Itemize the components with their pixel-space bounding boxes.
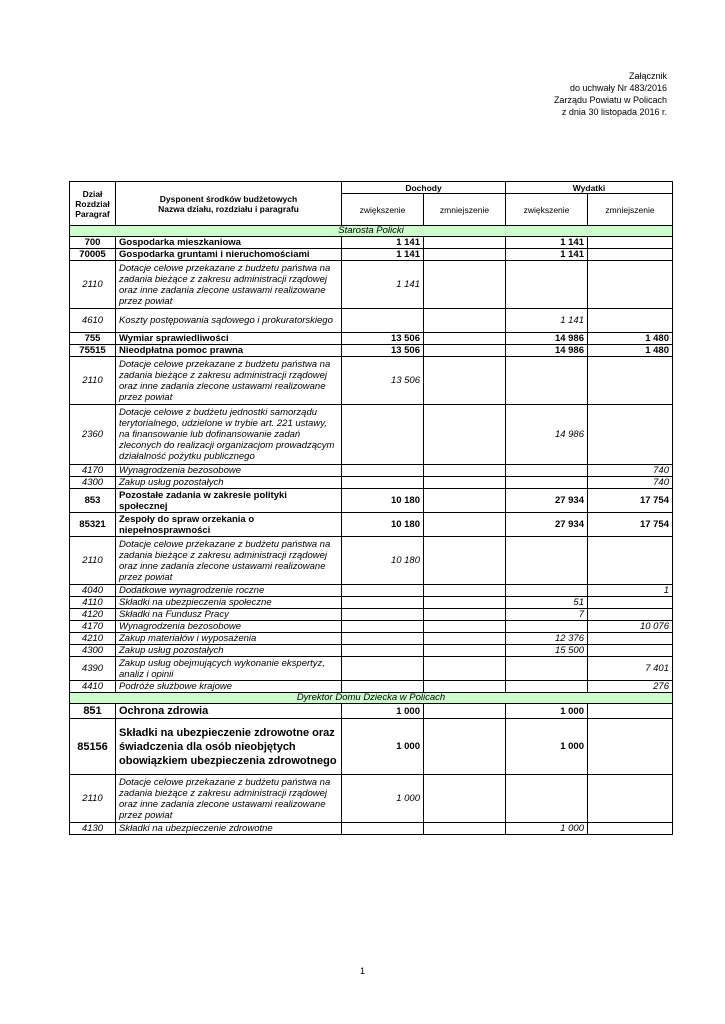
row-dochody-decrease — [424, 357, 506, 405]
section-row — [70, 693, 673, 704]
row-name: Dodatkowe wynagrodzenie roczne — [116, 585, 342, 597]
row-wydatki-increase: 51 — [506, 597, 588, 609]
row-wydatki-decrease: 10 076 — [588, 621, 673, 633]
row-name: Dotacje celowe przekazane z budżetu państwa na zadania bieżące z zakresu administracji rządowej oraz inne zadania zlecone ustawami realizowane przez powiat — [116, 261, 342, 309]
table-row — [70, 657, 673, 681]
row-wydatki-decrease: 740 — [588, 465, 673, 477]
row-code: 2110 — [70, 775, 116, 823]
row-dochody-decrease — [424, 333, 506, 345]
row-dochody-increase — [342, 681, 424, 693]
row-name: Wynagrodzenia bezosobowe — [116, 621, 342, 633]
row-code: 4130 — [70, 823, 116, 835]
annex-line: z dnia 30 listopada 2016 r. — [561, 107, 667, 117]
row-wydatki-decrease: 276 — [588, 681, 673, 693]
header-name — [116, 182, 342, 226]
row-wydatki-decrease — [588, 633, 673, 645]
row-code: 4170 — [70, 465, 116, 477]
row-dochody-decrease — [424, 657, 506, 681]
table-row — [70, 633, 673, 645]
table-row — [70, 585, 673, 597]
table-row — [70, 704, 673, 719]
row-wydatki-increase — [506, 585, 588, 597]
row-wydatki-increase: 14 986 — [506, 405, 588, 465]
row-wydatki-decrease — [588, 597, 673, 609]
row-wydatki-increase — [506, 621, 588, 633]
row-wydatki-decrease — [588, 775, 673, 823]
row-dochody-increase: 1 000 — [342, 719, 424, 775]
row-wydatki-increase — [506, 357, 588, 405]
row-name: Dotacje celowe przekazane z budżetu państwa na zadania bieżące z zakresu administracji rządowej oraz inne zadania zlecone ustawami realizowane przez powiat — [116, 357, 342, 405]
row-dochody-decrease — [424, 633, 506, 645]
header-dochody-increase: zwiększenie — [342, 194, 424, 226]
annex-line: do uchwały Nr 483/2016 — [569, 83, 667, 93]
row-wydatki-decrease: 1 480 — [588, 333, 673, 345]
header-dochody-decrease: zmniejszenie — [424, 194, 506, 226]
row-wydatki-increase: 1 141 — [506, 249, 588, 261]
row-name: Pozostałe zadania w zakresie polityki społecznej — [116, 489, 342, 513]
row-wydatki-increase: 27 934 — [506, 513, 588, 537]
row-name: Składki na ubezpieczenie zdrowotne — [116, 823, 342, 835]
row-wydatki-increase: 1 141 — [506, 309, 588, 333]
row-name: Składki na ubezpieczenie zdrowotne oraz świadczenia dla osób nieobjętych obowiązkiem ubezpieczenia zdrowotnego — [116, 719, 342, 775]
row-code: 4170 — [70, 621, 116, 633]
row-name: Składki na Fundusz Pracy — [116, 609, 342, 621]
row-dochody-increase: 13 506 — [342, 357, 424, 405]
row-code: 2110 — [70, 357, 116, 405]
row-wydatki-increase: 27 934 — [506, 489, 588, 513]
row-wydatki-increase — [506, 261, 588, 309]
row-dochody-decrease — [424, 477, 506, 489]
annex-note — [554, 70, 667, 118]
row-wydatki-decrease: 17 754 — [588, 489, 673, 513]
row-code: 2110 — [70, 261, 116, 309]
row-code: 851 — [70, 704, 116, 719]
row-dochody-decrease — [424, 609, 506, 621]
row-dochody-increase: 1 000 — [342, 704, 424, 719]
row-wydatki-decrease — [588, 357, 673, 405]
row-code: 700 — [70, 237, 116, 249]
table-row — [70, 597, 673, 609]
row-dochody-increase: 1 000 — [342, 775, 424, 823]
row-code: 4610 — [70, 309, 116, 333]
row-wydatki-increase — [506, 537, 588, 585]
row-wydatki-decrease: 740 — [588, 477, 673, 489]
row-wydatki-increase: 14 986 — [506, 333, 588, 345]
row-wydatki-increase — [506, 681, 588, 693]
row-name: Gospodarka mieszkaniowa — [116, 237, 342, 249]
row-dochody-increase — [342, 609, 424, 621]
row-wydatki-increase: 1 000 — [506, 823, 588, 835]
row-name: Zakup materiałów i wyposażenia — [116, 633, 342, 645]
row-dochody-decrease — [424, 249, 506, 261]
row-code: 70005 — [70, 249, 116, 261]
row-wydatki-increase: 1 000 — [506, 719, 588, 775]
row-name: Dotacje celowe przekazane z budżetu państwa na zadania bieżące z zakresu administracji rządowej oraz inne zadania zlecone ustawami realizowane przez powiat — [116, 775, 342, 823]
row-wydatki-decrease: 1 — [588, 585, 673, 597]
row-name: Zespoły do spraw orzekania o niepełnosprawności — [116, 513, 342, 537]
row-dochody-increase — [342, 823, 424, 835]
row-wydatki-decrease — [588, 823, 673, 835]
row-dochody-increase: 1 141 — [342, 237, 424, 249]
row-dochody-increase: 1 141 — [342, 249, 424, 261]
row-dochody-decrease — [424, 681, 506, 693]
row-dochody-increase — [342, 477, 424, 489]
table-row — [70, 537, 673, 585]
row-dochody-increase — [342, 405, 424, 465]
row-dochody-decrease — [424, 704, 506, 719]
row-wydatki-decrease — [588, 704, 673, 719]
row-name: Koszty postępowania sądowego i prokuratorskiego — [116, 309, 342, 333]
row-wydatki-increase: 14 986 — [506, 345, 588, 357]
row-wydatki-increase: 12 376 — [506, 633, 588, 645]
header-wydatki-increase: zwiększenie — [506, 194, 588, 226]
row-code: 4120 — [70, 609, 116, 621]
row-wydatki-increase: 1 000 — [506, 704, 588, 719]
annex-line: Zarządu Powiatu w Policach — [553, 95, 667, 105]
row-wydatki-decrease — [588, 609, 673, 621]
row-code: 2360 — [70, 405, 116, 465]
header-name-line2: Nazwa działu, rozdziału i paragrafu — [158, 203, 299, 214]
row-wydatki-increase: 7 — [506, 609, 588, 621]
table-row — [70, 719, 673, 775]
row-code: 4110 — [70, 597, 116, 609]
table-row — [70, 775, 673, 823]
row-code: 2110 — [70, 537, 116, 585]
row-wydatki-decrease: 17 754 — [588, 513, 673, 537]
row-code: 85321 — [70, 513, 116, 537]
header-dochody: Dochody — [342, 182, 506, 194]
row-code: 755 — [70, 333, 116, 345]
row-dochody-increase: 10 180 — [342, 537, 424, 585]
row-code: 4300 — [70, 477, 116, 489]
row-dochody-decrease — [424, 405, 506, 465]
row-dochody-increase — [342, 657, 424, 681]
row-name: Wynagrodzenia bezosobowe — [116, 465, 342, 477]
table-row — [70, 609, 673, 621]
row-name: Dotacje celowe z budżetu jednostki samorządu terytorialnego, udzielone w trybie art. 221 ustawy, na finansowanie lub dofinansowanie zadań zleconych do realizacji organizacjom prowadzącym działalność pożytku publicznego — [116, 405, 342, 465]
row-name: Zakup usług pozostałych — [116, 477, 342, 489]
row-dochody-decrease — [424, 585, 506, 597]
budget-table — [69, 181, 673, 835]
row-dochody-decrease — [424, 597, 506, 609]
annex-line: Załącznik — [628, 71, 667, 81]
row-wydatki-decrease: 7 401 — [588, 657, 673, 681]
section-title: Dyrektor Domu Dziecka w Policach — [70, 693, 673, 704]
row-dochody-decrease — [424, 823, 506, 835]
row-wydatki-decrease — [588, 309, 673, 333]
row-dochody-increase — [342, 597, 424, 609]
row-dochody-increase — [342, 621, 424, 633]
row-dochody-increase: 13 506 — [342, 333, 424, 345]
table-row — [70, 261, 673, 309]
row-wydatki-increase — [506, 477, 588, 489]
row-wydatki-decrease — [588, 249, 673, 261]
table-row — [70, 465, 673, 477]
row-wydatki-increase — [506, 465, 588, 477]
row-wydatki-decrease: 1 480 — [588, 345, 673, 357]
row-code: 75515 — [70, 345, 116, 357]
header-name-line1: Dysponent środków budżetowych — [159, 193, 298, 204]
row-name: Gospodarka gruntami i nieruchomościami — [116, 249, 342, 261]
row-dochody-increase: 10 180 — [342, 489, 424, 513]
row-wydatki-decrease — [588, 261, 673, 309]
row-code: 4410 — [70, 681, 116, 693]
row-name: Zakup usług pozostałych — [116, 645, 342, 657]
table-row — [70, 333, 673, 345]
row-wydatki-decrease — [588, 645, 673, 657]
row-dochody-decrease — [424, 465, 506, 477]
row-dochody-decrease — [424, 775, 506, 823]
row-dochody-increase — [342, 465, 424, 477]
row-dochody-increase — [342, 645, 424, 657]
row-name: Zakup usług obejmujących wykonanie ekspertyz, analiz i opinii — [116, 657, 342, 681]
row-wydatki-increase: 1 141 — [506, 237, 588, 249]
page-number: 1 — [359, 966, 365, 976]
row-wydatki-decrease — [588, 719, 673, 775]
section-title: Starosta Policki — [70, 226, 673, 237]
row-wydatki-decrease — [588, 537, 673, 585]
table-row — [70, 823, 673, 835]
row-dochody-decrease — [424, 345, 506, 357]
table-row — [70, 357, 673, 405]
header-wydatki: Wydatki — [506, 182, 673, 194]
row-dochody-decrease — [424, 261, 506, 309]
row-dochody-increase: 10 180 — [342, 513, 424, 537]
row-dochody-decrease — [424, 489, 506, 513]
row-code: 4210 — [70, 633, 116, 645]
row-code: 85156 — [70, 719, 116, 775]
header-code: Dział Rozdział Paragraf — [70, 182, 116, 226]
row-wydatki-decrease — [588, 237, 673, 249]
table-row — [70, 237, 673, 249]
row-name: Dotacje celowe przekazane z budżetu państwa na zadania bieżące z zakresu administracji rządowej oraz inne zadania zlecone ustawami realizowane przez powiat — [116, 537, 342, 585]
row-dochody-increase: 1 141 — [342, 261, 424, 309]
row-wydatki-increase — [506, 657, 588, 681]
table-row — [70, 309, 673, 333]
row-dochody-decrease — [424, 513, 506, 537]
table-row — [70, 645, 673, 657]
row-dochody-increase: 13 506 — [342, 345, 424, 357]
table-row — [70, 621, 673, 633]
row-wydatki-increase: 15 500 — [506, 645, 588, 657]
header-wydatki-decrease: zmniejszenie — [588, 194, 673, 226]
row-dochody-increase — [342, 585, 424, 597]
table-row — [70, 249, 673, 261]
row-dochody-decrease — [424, 645, 506, 657]
row-name: Podróże służbowe krajowe — [116, 681, 342, 693]
table-row — [70, 489, 673, 513]
table-row — [70, 513, 673, 537]
row-name: Wymiar sprawiedliwości — [116, 333, 342, 345]
row-code: 4300 — [70, 645, 116, 657]
row-dochody-increase — [342, 633, 424, 645]
row-name: Nieodpłatna pomoc prawna — [116, 345, 342, 357]
row-dochody-decrease — [424, 621, 506, 633]
row-wydatki-increase — [506, 775, 588, 823]
table-row — [70, 477, 673, 489]
row-name: Ochrona zdrowia — [116, 704, 342, 719]
table-row — [70, 681, 673, 693]
row-dochody-decrease — [424, 537, 506, 585]
row-wydatki-decrease — [588, 405, 673, 465]
row-code: 4390 — [70, 657, 116, 681]
row-dochody-increase — [342, 309, 424, 333]
row-dochody-decrease — [424, 719, 506, 775]
row-code: 4040 — [70, 585, 116, 597]
row-code: 853 — [70, 489, 116, 513]
row-dochody-decrease — [424, 309, 506, 333]
table-row — [70, 405, 673, 465]
row-name: Składki na ubezpieczenia społeczne — [116, 597, 342, 609]
table-row — [70, 345, 673, 357]
section-row — [70, 226, 673, 237]
row-dochody-decrease — [424, 237, 506, 249]
